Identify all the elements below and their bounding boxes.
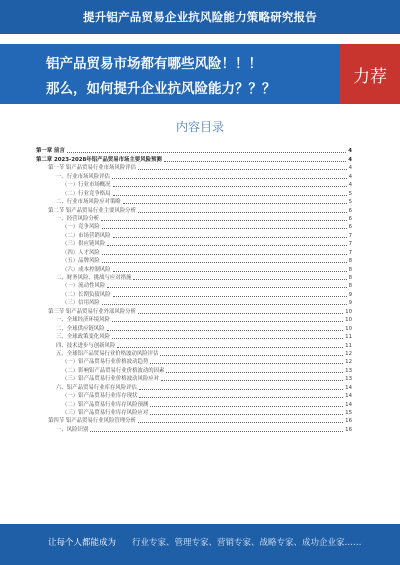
toc-entry-label: （二）影响铝产品贸易行业价格波动的因素 bbox=[62, 367, 165, 374]
toc-entry-label: 四、技术进步与创新风险 bbox=[56, 342, 116, 349]
toc-entry-label: （二）铝产品贸易行业库存风险预测 bbox=[62, 401, 149, 408]
toc-entry[interactable] bbox=[36, 424, 352, 432]
toc-entry-page: 7 bbox=[348, 241, 352, 248]
toc-entry-page: 11 bbox=[345, 334, 352, 341]
toc-dot-leader bbox=[138, 169, 347, 170]
toc-entry[interactable] bbox=[36, 163, 352, 171]
toc-entry-label: （二）行业竞争格局 bbox=[62, 190, 111, 197]
toc-entry-page: 8 bbox=[348, 266, 352, 273]
toc-entry-page: 14 bbox=[345, 401, 352, 408]
toc-entry[interactable] bbox=[36, 247, 352, 255]
toc-entry[interactable] bbox=[36, 264, 352, 272]
toc-dot-leader bbox=[150, 406, 343, 407]
toc-entry-label: 第二节 铝产品贸易行业主要风险分析 bbox=[48, 207, 136, 214]
toc-dot-leader bbox=[138, 422, 343, 423]
toc-entry-label: （三）供应链风险 bbox=[62, 241, 106, 248]
toc-entry-label: 第四节 铝产品贸易行业风险管理分析 bbox=[48, 418, 136, 425]
toc-entry-label: （二）长期负债风险 bbox=[62, 291, 111, 298]
toc-entry-page: 4 bbox=[348, 182, 352, 189]
toc-entry-page: 7 bbox=[348, 232, 352, 239]
toc-entry-label: 一、风险识别 bbox=[56, 426, 89, 433]
toc-entry[interactable] bbox=[36, 323, 352, 331]
toc-entry[interactable] bbox=[36, 340, 352, 348]
toc-entry[interactable] bbox=[36, 408, 352, 416]
toc-entry-page: 13 bbox=[345, 376, 352, 383]
hero-subheadline: 那么，如何提升企业抗风险能力？？？ bbox=[46, 81, 276, 97]
toc-entry-label: （一）铝产品贸易行业价格波动趋势 bbox=[62, 359, 149, 366]
toc-entry[interactable] bbox=[36, 416, 352, 424]
toc-entry-label: 六、铝产品贸易行业库存风险评估 bbox=[56, 384, 137, 391]
toc-entry-page: 10 bbox=[345, 317, 352, 324]
toc-entry-label: 二、行业市场风险应对策略 bbox=[56, 199, 121, 206]
toc-entry-label: （三）信用风险 bbox=[62, 300, 100, 307]
toc-dot-leader bbox=[161, 380, 343, 381]
toc-dot-leader bbox=[164, 161, 346, 162]
toc-entry-label: （四）人才风险 bbox=[62, 249, 100, 256]
toc-dot-leader bbox=[113, 296, 347, 297]
toc-dot-leader bbox=[113, 195, 347, 196]
toc-entry[interactable] bbox=[36, 273, 352, 281]
toc-entry-page: 5 bbox=[348, 199, 352, 206]
toc-entry-page: 8 bbox=[348, 275, 352, 281]
toc-entry[interactable] bbox=[36, 197, 352, 205]
toc-entry[interactable] bbox=[36, 391, 352, 399]
toc-entry-page: 12 bbox=[345, 350, 352, 357]
toc-entry[interactable] bbox=[36, 230, 352, 238]
toc-dot-leader bbox=[113, 237, 347, 238]
toc-dot-leader bbox=[150, 414, 343, 415]
toc-dot-leader bbox=[67, 152, 346, 153]
toc-entry-page: 9 bbox=[348, 291, 352, 298]
toc-entry-page: 8 bbox=[348, 283, 352, 290]
toc-entry-page: 4 bbox=[348, 165, 352, 172]
toc-dot-leader bbox=[113, 186, 347, 187]
toc-entry-label: 三、全球政策变化风险 bbox=[56, 334, 110, 341]
footer-banner bbox=[0, 524, 400, 565]
toc-dot-leader bbox=[123, 203, 347, 204]
toc-entry-label: （三）铝产品贸易行业价格波动风险应对 bbox=[62, 376, 160, 383]
toc-entry-label: 五、全球铝产品贸易行业价格波动风险评估 bbox=[56, 350, 159, 357]
toc-entry-page: 15 bbox=[345, 410, 352, 416]
toc-entry[interactable] bbox=[36, 289, 352, 297]
toc-entry[interactable] bbox=[36, 306, 352, 314]
footer-tagline: 行业专家、管理专家、营销专家、战略专家、成功企业家…… bbox=[132, 538, 362, 548]
toc-entry[interactable] bbox=[36, 222, 352, 230]
toc-entry[interactable] bbox=[36, 214, 352, 222]
toc-entry-label: （一）竞争风险 bbox=[62, 224, 100, 231]
toc-entry-label: （三）铝产品贸易行业库存风险应对 bbox=[62, 410, 149, 416]
toc-entry-label: 一、行业市场风险评估 bbox=[56, 173, 110, 180]
toc-entry-label: 二、财务风险、挑战与应对措施 bbox=[56, 275, 132, 281]
toc-entry-page: 6 bbox=[348, 207, 352, 214]
toc-entry-label: （五）品牌风险 bbox=[62, 258, 100, 265]
toc-entry[interactable] bbox=[36, 315, 352, 323]
toc-entry-page: 10 bbox=[345, 308, 352, 315]
toc-entry-page: 10 bbox=[345, 325, 352, 332]
toc-entry[interactable] bbox=[36, 382, 352, 390]
toc-entry-page: 16 bbox=[345, 418, 352, 425]
toc-entry-page: 16 bbox=[345, 426, 352, 433]
toc-entry[interactable] bbox=[36, 332, 352, 340]
toc-dot-leader bbox=[166, 372, 343, 373]
toc-entry-page: 12 bbox=[345, 359, 352, 366]
toc-dot-leader bbox=[112, 321, 343, 322]
table-of-contents bbox=[36, 146, 352, 502]
toc-entry-page: 4 bbox=[348, 148, 352, 155]
toc-entry[interactable] bbox=[36, 281, 352, 289]
hero-headline: 铝产品贸易市场都有哪些风险！！！ bbox=[46, 56, 262, 72]
report-title-bar bbox=[0, 0, 400, 34]
toc-entry[interactable] bbox=[36, 180, 352, 188]
toc-entry[interactable] bbox=[36, 205, 352, 213]
toc-entry[interactable] bbox=[36, 256, 352, 264]
toc-entry-label: （二）市场营销风险 bbox=[62, 232, 111, 239]
footer-slogan: 让每个人都能成为 bbox=[48, 538, 117, 548]
toc-entry-page: 14 bbox=[345, 384, 352, 391]
toc-dot-leader bbox=[160, 355, 343, 356]
toc-dot-leader bbox=[133, 279, 346, 280]
toc-entry[interactable] bbox=[36, 349, 352, 357]
toc-entry-label: 二、全球供应链风险 bbox=[56, 325, 105, 332]
toc-dot-leader bbox=[107, 287, 346, 288]
report-title: 提升铝产品贸易企业抗风险能力策略研究报告 bbox=[83, 10, 317, 24]
toc-entry[interactable] bbox=[36, 171, 352, 179]
toc-dot-leader bbox=[102, 228, 347, 229]
toc-entry-label: （一）行业市场概况 bbox=[62, 182, 111, 189]
toc-entry[interactable] bbox=[36, 146, 352, 154]
toc-entry[interactable] bbox=[36, 154, 352, 162]
hero-banner bbox=[0, 44, 400, 104]
toc-dot-leader bbox=[139, 389, 343, 390]
toc-entry[interactable] bbox=[36, 239, 352, 247]
toc-entry-page: 4 bbox=[348, 173, 352, 180]
toc-entry-page: 4 bbox=[348, 156, 352, 163]
recommend-badge: 力荐 bbox=[340, 44, 400, 104]
toc-dot-leader bbox=[102, 304, 347, 305]
toc-entry-page: 5 bbox=[348, 190, 352, 197]
toc-entry-label: 一、全球经济环境风险 bbox=[56, 317, 110, 324]
toc-entry-label: （一）铝产品贸易行业库存现状 bbox=[62, 393, 138, 400]
toc-entry[interactable] bbox=[36, 298, 352, 306]
toc-entry-label: 一、经营风险分析 bbox=[56, 215, 100, 222]
toc-dot-leader bbox=[102, 254, 347, 255]
toc-dot-leader bbox=[90, 431, 343, 432]
toc-entry-label: （六）成本控制风险 bbox=[62, 266, 111, 273]
toc-entry-label: （一）流动性风险 bbox=[62, 283, 106, 290]
toc-dot-leader bbox=[138, 212, 347, 213]
toc-dot-leader bbox=[112, 338, 343, 339]
toc-dot-leader bbox=[150, 363, 343, 364]
toc-entry[interactable] bbox=[36, 357, 352, 365]
toc-entry[interactable] bbox=[36, 399, 352, 407]
toc-dot-leader bbox=[112, 178, 347, 179]
toc-entry-label: 第二章 2023-2028年铝产品贸易市场主要风险预测 bbox=[36, 156, 162, 163]
toc-entry-page: 13 bbox=[345, 367, 352, 374]
toc-entry[interactable] bbox=[36, 374, 352, 382]
toc-entry-label: 第三节 铝产品贸易行业外部风险分析 bbox=[48, 308, 136, 315]
toc-entry[interactable] bbox=[36, 188, 352, 196]
toc-dot-leader bbox=[113, 271, 347, 272]
toc-dot-leader bbox=[102, 262, 347, 263]
toc-dot-leader bbox=[107, 245, 346, 246]
toc-entry-page: 6 bbox=[348, 215, 352, 222]
toc-entry-label: 第一章 前言 bbox=[36, 148, 65, 155]
toc-entry[interactable] bbox=[36, 365, 352, 373]
toc-entry-page: 6 bbox=[348, 224, 352, 231]
toc-entry-page: 14 bbox=[345, 393, 352, 400]
toc-entry-page: 7 bbox=[348, 249, 352, 256]
toc-dot-leader bbox=[139, 397, 343, 398]
toc-dot-leader bbox=[101, 220, 346, 221]
toc-heading: 内容目录 bbox=[175, 120, 224, 134]
toc-dot-leader bbox=[117, 347, 343, 348]
toc-entry-page: 9 bbox=[348, 300, 352, 307]
toc-entry-page: 8 bbox=[348, 258, 352, 265]
toc-dot-leader bbox=[107, 330, 344, 331]
toc-entry-label: 第一节 铝产品贸易行业市场风险评估 bbox=[48, 165, 136, 172]
toc-entry-page: 11 bbox=[345, 342, 352, 349]
toc-dot-leader bbox=[138, 313, 343, 314]
